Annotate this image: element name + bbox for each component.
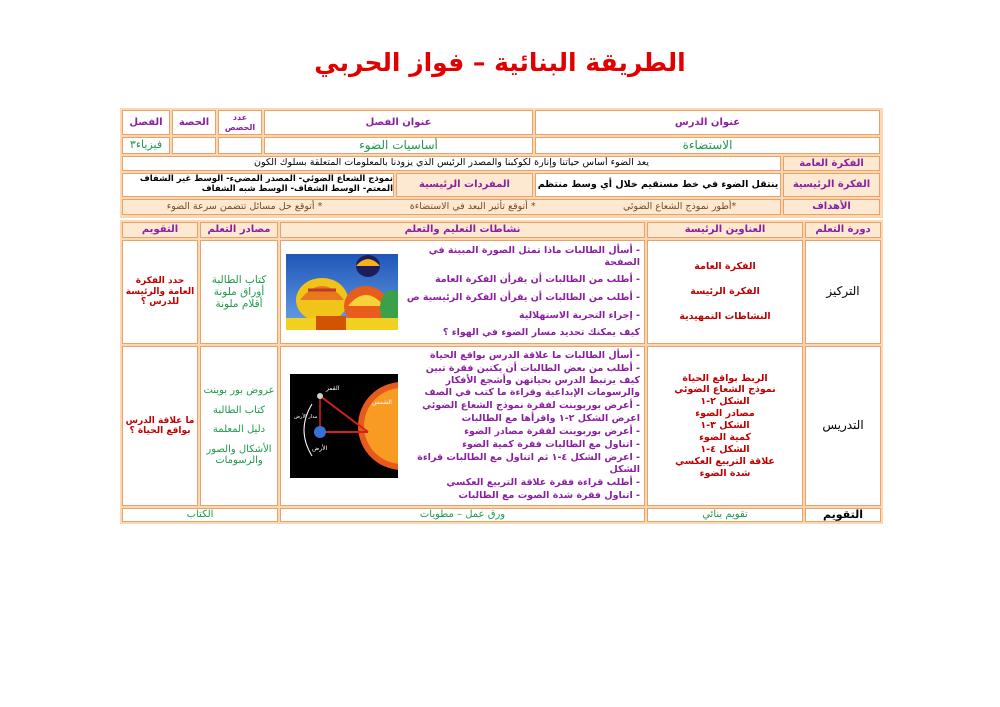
- heading-item: مصادر الضوء: [695, 408, 755, 420]
- chapter-title-value: أساسيات الضوء: [264, 137, 533, 154]
- learning-cycle-table: [120, 220, 883, 524]
- diagram-label-orbit: مدار الأرض: [294, 414, 318, 420]
- heading-item: النشاطات التمهيدية: [679, 310, 771, 322]
- activity-item: - أعرض بوربوينت لفقرة مصادر الضوء: [464, 426, 640, 437]
- activity-item: - اعرض الشكل ٤-١ ثم اتناول مع الطالبات قراءة الشكل: [417, 452, 640, 475]
- period-label: الحصة: [172, 110, 216, 135]
- focus-evaluation: حدد الفكرة العامة والرئيسة للدرس ؟: [122, 240, 198, 344]
- diagram-label-earth: الأرض: [312, 445, 328, 452]
- header-resources: مصادر التعلم: [200, 222, 278, 238]
- lesson-title-value: الاستضاءة: [535, 137, 880, 154]
- assessment-headings: تقويم بنائي: [647, 508, 803, 522]
- heading-item: علاقة التربيع العكسي: [675, 455, 775, 467]
- main-idea-text: ينتقل الضوء في خط مستقيم خلال أي وسط منتظم: [535, 173, 781, 197]
- objectives-list: [122, 199, 781, 215]
- objective-item: *أطور نموذج الشعاع الضوئي: [622, 200, 737, 212]
- main-vocab-text: نموذج الشعاع الضوئي- المصدر المضيء- الوسط غير الشفاف المعتم- الوسط الشفاف- الوسط شبه الشفاف: [122, 173, 394, 197]
- heading-item: الفكرة العامة: [694, 261, 756, 273]
- focus-resources: [200, 240, 278, 344]
- focus-cycle: التركيز: [805, 240, 881, 344]
- activity-item: - أطلب من الطالبات أن يقرأن الفكرة العامة: [434, 274, 640, 286]
- activity-item: - اتناول مع الطالبات فقرة كمية الضوء: [462, 439, 640, 451]
- teaching-activity-list: [405, 350, 640, 502]
- activity-item: - أطلب من الطالبات أن يقرأن الفكرة الرئيسية ص: [406, 292, 640, 303]
- heading-item: الشكل ٣-١: [700, 420, 750, 432]
- resource-item: كتاب الطالبة: [211, 273, 267, 286]
- general-idea-label: الفكرة العامة: [783, 156, 880, 171]
- header-headings: العناوين الرئيسة: [647, 222, 803, 238]
- assessment-activities: ورق عمل – مطويات: [280, 508, 645, 522]
- header-evaluation: التقويم: [122, 222, 198, 238]
- balloons-image: [285, 243, 398, 341]
- header-cycle: دورة التعلم: [805, 222, 881, 238]
- resource-item: دليل المعلمة: [212, 424, 266, 436]
- objectives-label: الأهداف: [783, 199, 880, 215]
- focus-activities: [280, 240, 645, 344]
- heading-item: الفكرة الرئيسة: [690, 286, 760, 298]
- diagram-label-moon: القمر: [326, 385, 340, 392]
- heading-item: الربط بواقع الحياة: [682, 372, 768, 384]
- sun-earth-image: [285, 350, 398, 502]
- lesson-title-label: عنوان الدرس: [535, 110, 880, 135]
- activity-item: كيف يمكنك تحديد مسار الضوء في الهواء ؟: [442, 327, 640, 339]
- resource-item: أقلام ملونة: [215, 298, 263, 311]
- activity-item: - اتناول فقرة شدة الصوت مع الطالبات: [458, 490, 640, 502]
- focus-headings: [647, 240, 803, 344]
- periods-value: [218, 137, 262, 154]
- sun-earth-moon-diagram: [290, 374, 398, 478]
- objective-item: * أتوقع حل مسائل تتضمن سرعة الضوء: [166, 200, 323, 212]
- resource-item: أوراق ملونة: [213, 285, 265, 298]
- resource-item: الأشكال والصور والرسومات: [206, 443, 272, 467]
- teaching-resources: [200, 346, 278, 506]
- heading-item: شدة الضوء: [699, 467, 751, 479]
- heading-item: الشكل ٤-١: [700, 443, 750, 455]
- period-value: [172, 137, 216, 154]
- class-label: الفصل: [122, 110, 170, 135]
- resource-item: كتاب الطالبة: [213, 404, 265, 416]
- chapter-title-label: عنوان الفصل: [264, 110, 533, 135]
- resource-item: عروض بور بوينت: [203, 385, 275, 397]
- activity-item: اعرض الشكل ٢-١ واقرأها مع الطالبات: [461, 412, 640, 424]
- teaching-headings: [647, 346, 803, 506]
- hot-air-balloons-picture: [286, 254, 398, 330]
- main-idea-label: الفكرة الرئيسية: [783, 173, 880, 197]
- page-title: الطريقة البنائية – فواز الحربي: [314, 48, 686, 77]
- assessment-resources: الكتاب: [122, 508, 278, 522]
- general-idea-text: يعد الضوء أساس حياتنا وإنارة لكوكبنا والمصدر الرئيس الذي يزودنا بالمعلومات المتعلقة بسلوك الكون: [122, 156, 781, 171]
- main-vocab-label: المفردات الرئيسية: [396, 173, 533, 197]
- activity-item: - أطلب قراءة فقرة علاقة التربيع العكسي: [446, 477, 640, 489]
- lesson-header-table: [120, 108, 883, 218]
- activity-item: - أسأل الطالبات ماذا تمثل الصورة المبينة في الصفحة: [428, 245, 640, 268]
- focus-activity-list: [405, 243, 640, 341]
- heading-item: كمية الضوء: [699, 431, 751, 443]
- activity-item: - أطلب من بعض الطالبات أن يكتبن فقرة تبين كيف يرتبط الدرس بحياتهن وأشجع الأفكار والرسومات الإبداعية وقراءة ما كتب في الصف: [424, 363, 640, 398]
- class-value: فيزياء٣: [122, 137, 170, 154]
- activity-item: - إجراء التجربة الاستهلالية: [518, 309, 640, 321]
- diagram-label-sun: الشمس: [372, 399, 392, 406]
- assessment-cycle: التقويم: [805, 508, 881, 522]
- teaching-activities: [280, 346, 645, 506]
- header-activities: نشاطات التعليم والتعلم: [280, 222, 645, 238]
- activity-item: - أسأل الطالبات ما علاقة الدرس بواقع الحياة: [430, 350, 640, 361]
- heading-item: نموذج الشعاع الضوئي: [674, 384, 776, 396]
- teaching-evaluation: ما علاقة الدرس بواقع الحياة ؟: [122, 346, 198, 506]
- activity-item: - أعرض بوربوينت لفقرة نموذج الشعاع الضوئي: [422, 399, 640, 411]
- objective-item: * أتوقع تأثير البعد في الاستضاءة: [409, 200, 536, 212]
- periods-label: عدد الحصص: [218, 110, 262, 135]
- teaching-cycle: التدريس: [805, 346, 881, 506]
- heading-item: الشكل ٢-١: [700, 396, 750, 408]
